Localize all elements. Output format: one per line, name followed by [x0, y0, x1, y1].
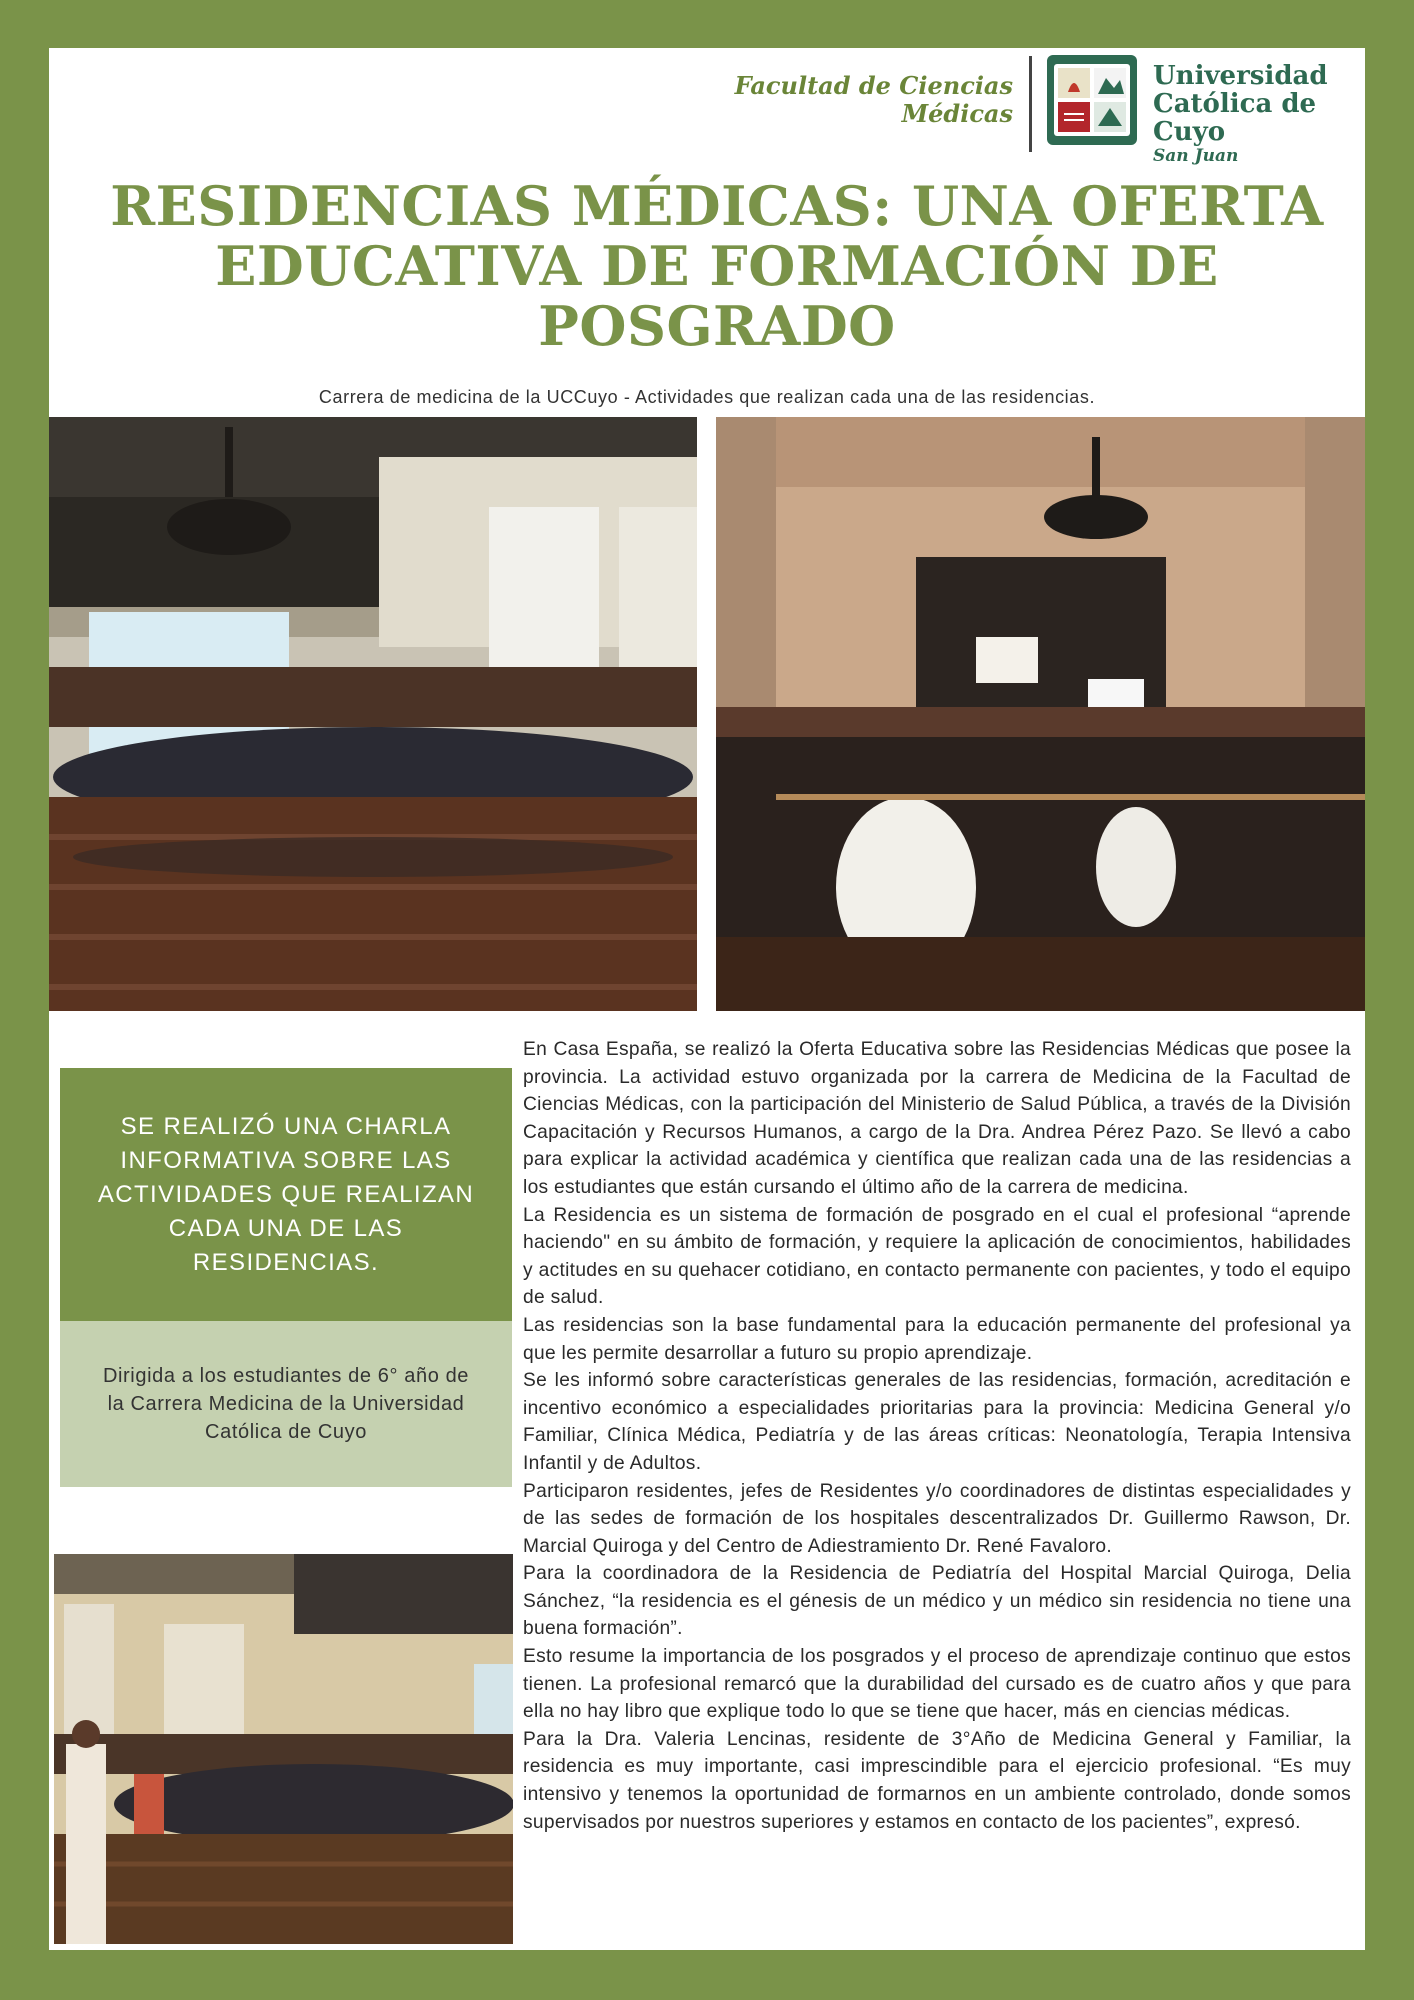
- article-title: RESIDENCIAS MÉDICAS: UNA OFERTA EDUCATIVA DE FORMACIÓN DE POSGRADO: [110, 174, 1324, 358]
- university-seal-logo: [1046, 54, 1138, 146]
- callout-headline-box: [60, 1068, 512, 1321]
- photo-auditorium-presentation: [716, 417, 1365, 1011]
- university-line-1: Universidad: [1153, 61, 1328, 91]
- photo-speaker-students: [54, 1554, 513, 1944]
- body-paragraph-3: Las residencias son la base fundamental para la educación permanente del profesional ya que les permite desarrollar a futuro su propio aprendizaje.: [523, 1314, 1351, 1364]
- university-line-2: Católica de Cuyo: [1153, 89, 1317, 147]
- header-divider: [1029, 56, 1032, 152]
- body-paragraph-4: Se les informó sobre características generales de las residencias, formación, acreditación e incentivo económico a especialidades prioritarias para la provincia: Medicina General y/o Familiar, Clínica Médica, Pediatría y de las áreas críticas: Neonatología, Terapia Intensiva Infantil y de Adultos.: [523, 1370, 1351, 1474]
- body-paragraph-2: La Residencia es un sistema de formación de posgrado en el cual el profesional “aprende haciendo" en su ámbito de formación, y requiere la aplicación de conocimientos, habilidades y actitudes en su quehacer cotidiano, en contacto permanente con pacientes, y todo el equipo de salud.: [523, 1204, 1351, 1309]
- faculty-line-1: Facultad de Ciencias: [734, 71, 1013, 100]
- callout-note-box: [60, 1321, 512, 1487]
- university-line-3: San Juan: [1153, 146, 1239, 166]
- body-paragraph-5: Participaron residentes, jefes de Residentes y/o coordinadores de distintas especialidades y de las sedes de formación de los hospitales descentralizados Dr. Guillermo Rawson, Dr. Marcial Quiroga y del Centro de Adiestramiento Dr. René Favaloro.: [523, 1480, 1351, 1557]
- faculty-line-2: Médicas: [901, 99, 1013, 128]
- article-subtitle: Carrera de medicina de la UCCuyo - Actividades que realizan cada una de las residencias.: [318, 387, 1096, 407]
- body-paragraph-1: En Casa España, se realizó la Oferta Educativa sobre las Residencias Médicas que posee la provincia. La actividad estuvo organizada por la carrera de Medicina de la Facultad de Ciencias Médicas, con la participación del Ministerio de Salud Pública, a través de la División Capacitación y Recursos Humanos, a cargo de la Dra. Andrea Pérez Pazo. Se llevó a cabo para explicar la actividad académica y científica que realizan cada una de las residencias a los estudiantes que están cursando el último año de la carrera de medicina.: [523, 1039, 1351, 1198]
- callout-note: Dirigida a los estudiantes de 6° año de la Carrera Medicina de la Universidad Católica de Cuyo: [102, 1365, 470, 1443]
- faculty-name: [735, 72, 1013, 128]
- body-paragraph-8: Para la Dra. Valeria Lencinas, residente de 3°Año de Medicina General y Familiar, la residencia es muy importante, casi imprescindible para el ejercicio profesional. “Es muy intensivo y tenemos la oportunidad de formarnos en un ambiente controlado, donde somos supervisados por nuestros superiores y estamos en contacto de los pacientes”, expresó.: [523, 1728, 1351, 1833]
- document-page: [49, 48, 1365, 1950]
- body-paragraph-7: Esto resume la importancia de los posgrados y el proceso de aprendizaje continuo que estos tienen. La profesional remarcó que la durabilidad del cursado es de cuatro años y que para ella no hay libro que explique todo lo que se tiene que hacer, más en ciencias médicas.: [523, 1646, 1351, 1723]
- university-name: [1153, 62, 1365, 166]
- article-body: [523, 1036, 1351, 1836]
- callout-headline: SE REALIZÓ UNA CHARLA INFORMATIVA SOBRE LAS ACTIVIDADES QUE REALIZAN CADA UNA DE LAS RESIDENCIAS.: [97, 1112, 475, 1276]
- body-paragraph-6: Para la coordinadora de la Residencia de Pediatría del Hospital Marcial Quiroga, Delia Sánchez, “la residencia es el génesis de un médico y un médico sin residencia no tiene una buena formación”.: [523, 1563, 1351, 1640]
- photo-students-hall: [49, 417, 697, 1011]
